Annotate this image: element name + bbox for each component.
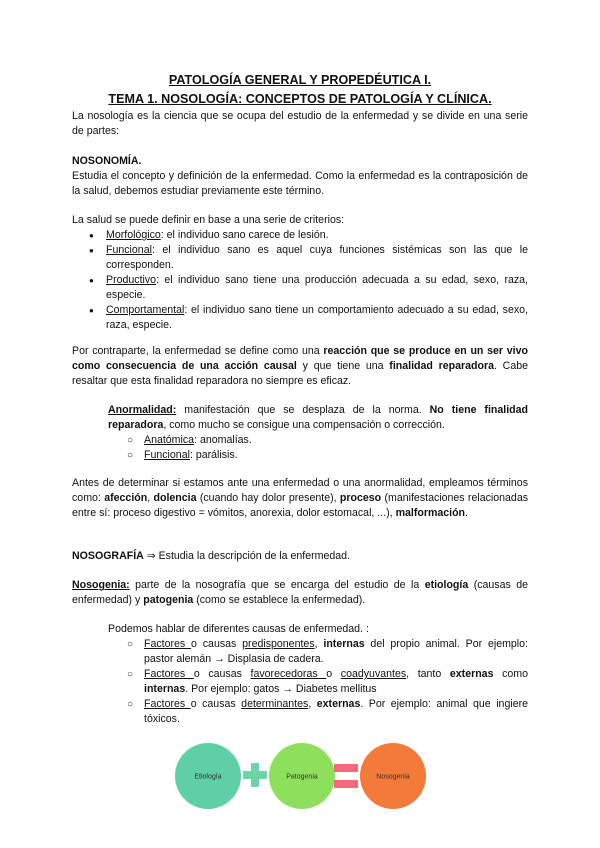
nosogenia-diagram	[0, 740, 600, 820]
nosografia-line: NOSOGRAFÍA ⇒ Estudia la descripción de la enfermedad.	[72, 550, 350, 562]
patogenia-label: Patogenia	[286, 773, 318, 781]
nosogenia-label: Nosogenia	[376, 773, 410, 781]
list-item: ● Productivo: el individuo sano tiene una producción adecuada a su edad, sexo, raza, especie.	[86, 273, 528, 303]
list-item: ● Comportamental: el individuo sano tiene un comportamiento adecuado a su edad, sexo, raza, especie.	[86, 303, 528, 333]
nosonomia-paragraph: Estudia el concepto y definición de la enfermedad. Como la enfermedad es la contraposición de la salud, debemos estudiar previamente este término.	[72, 170, 528, 197]
list-item: ○ Factores o causas predisponentes, internas del propio animal. Por ejemplo: pastor alemán → Displasia de cadera.	[124, 637, 528, 667]
salud-criteria-list	[72, 228, 528, 333]
plus-sign	[243, 763, 267, 787]
list-item: ○ Funcional: parálisis.	[124, 448, 528, 463]
list-item: ○ Factores o causas determinantes, externas. Por ejemplo: animal que ingiere tóxicos.	[124, 697, 528, 727]
intro-paragraph: La nosología es la ciencia que se ocupa del estudio de la enfermedad y se divide en una serie de partes:	[72, 110, 528, 137]
causas-list	[108, 637, 528, 727]
nosonomia-heading: NOSONOMÍA.	[72, 155, 142, 167]
document-title: PATOLOGÍA GENERAL Y PROPEDÉUTICA I.	[168, 73, 432, 87]
enfermedad-paragraph: Por contraparte, la enfermedad se define como una reacción que se produce en un ser vivo como consecuencia de una acción causal y que tiene una finalidad reparadora. Cabe resaltar que esta finalidad reparadora no siempre es eficaz.	[72, 345, 528, 387]
salud-lead: La salud se puede definir en base a una serie de criterios:	[72, 214, 345, 226]
equals-sign	[334, 764, 358, 788]
lesson-title: TEMA 1. NOSOLOGÍA: CONCEPTOS DE PATOLOGÍA Y CLÍNICA.	[108, 92, 492, 106]
terminos-paragraph: Antes de determinar si estamos ante una enfermedad o una anormalidad, empleamos términos como: afección, dolencia (cuando hay dolor presente), proceso (manifestaciones relacionadas entre sí: proceso digestivo = vómitos, anorexia, dolor estomacal, ...), malformación.	[72, 477, 529, 519]
list-item: ● Funcional: el individuo sano es aquel cuya funciones sistémicas son las que le corresponden.	[86, 243, 528, 273]
list-item: ● Morfológico: el individuo sano carece de lesión.	[86, 228, 528, 243]
anormalidad-types-list	[108, 433, 528, 463]
causas-lead: Podemos hablar de diferentes causas de enfermedad. :	[108, 623, 369, 635]
anormalidad-paragraph: Anormalidad: manifestación que se desplaza de la norma. No tiene finalidad reparadora, como mucho se consigue una compensación o corrección.	[108, 404, 528, 431]
list-item: ○ Factores o causas favorecedoras o coadyuvantes, tanto externas como internas. Por ejemplo: gatos → Diabetes mellitus	[124, 667, 528, 697]
nosogenia-paragraph: Nosogenia: parte de la nosografía que se encarga del estudio de la etiología (causas de enfermedad) y patogenia (como se establece la enfermedad).	[72, 579, 529, 606]
list-item: ○ Anatómica: anomalías.	[124, 433, 528, 448]
etiologia-label: Etiología	[194, 773, 222, 781]
